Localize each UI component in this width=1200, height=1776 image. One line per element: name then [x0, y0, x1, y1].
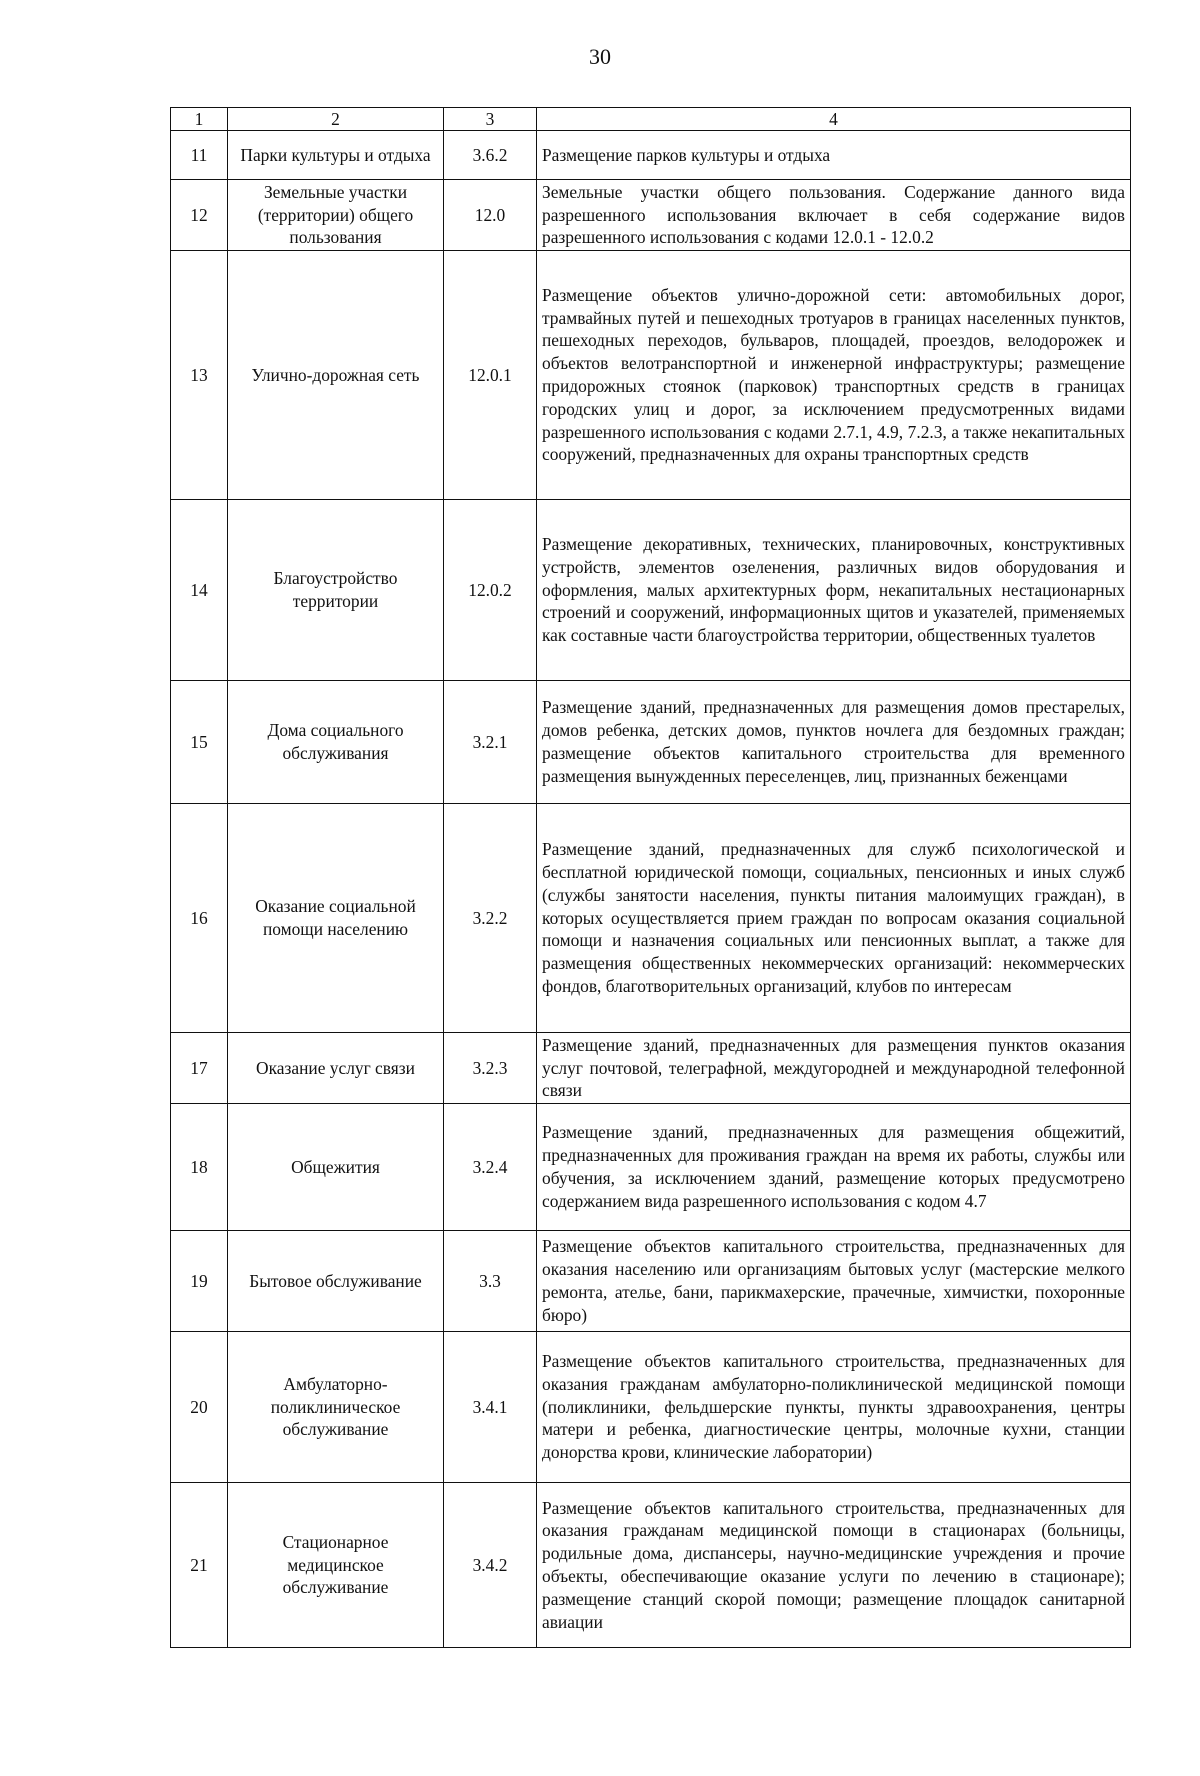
table-row: [171, 681, 1131, 804]
row-number: 14: [171, 500, 228, 681]
row-number: 20: [171, 1332, 228, 1483]
land-use-name: Парки культуры и отдыха: [228, 131, 444, 180]
row-number: 19: [171, 1231, 228, 1332]
land-use-name: Стационарное медицинское обслуживание: [228, 1483, 444, 1648]
land-use-description: Размещение объектов капитального строительства, предназначенных для оказания гражданам медицинской помощи в стационарах (больницы, родильные дома, диспансеры, научно-медицинские учреждения и прочие объекты, обеспечивающие оказание услуги по лечению в стационаре); размещение станций скорой помощи; размещение площадок санитарной авиации: [537, 1483, 1131, 1648]
land-use-name: Земельные участки (территории) общего пользования: [228, 180, 444, 251]
land-use-name: Амбулаторно-поликлиническое обслуживание: [228, 1332, 444, 1483]
table-header-row: [171, 108, 1131, 131]
row-number: 21: [171, 1483, 228, 1648]
row-number: 17: [171, 1033, 228, 1104]
page-number: 30: [589, 44, 611, 69]
land-use-description: Размещение декоративных, технических, планировочных, конструктивных устройств, элементов озеленения, различных видов оборудования и оформления, малых архитектурных форм, некапитальных нестационарных строений и сооружений, информационных щитов и указателей, применяемых как составные части благоустройства территории, общественных туалетов: [537, 500, 1131, 681]
land-use-name: Благоустройство территории: [228, 500, 444, 681]
land-use-description: Размещение парков культуры и отдыха: [537, 131, 1131, 180]
column-header-code: 3: [444, 108, 537, 131]
land-use-code: 3.3: [444, 1231, 537, 1332]
table-row: [171, 500, 1131, 681]
land-use-description: Размещение зданий, предназначенных для размещения домов престарелых, домов ребенка, детских домов, пунктов ночлега для бездомных граждан; размещение объектов капитального строительства для временного размещения вынужденных переселенцев, лиц, признанных беженцами: [537, 681, 1131, 804]
land-use-description: Размещение зданий, предназначенных для служб психологической и бесплатной юридической помощи, социальных, пенсионных и иных служб (службы занятости населения, пункты питания малоимущих граждан), в которых осуществляется прием граждан по вопросам оказания социальной помощи и назначения социальных или пенсионных выплат, а также для размещения общественных некоммерческих организаций: некоммерческих фондов, благотворительных организаций, клубов по интересам: [537, 804, 1131, 1033]
land-use-description: Земельные участки общего пользования. Содержание данного вида разрешенного использования включает в себя содержание видов разрешенного использования с кодами 12.0.1 - 12.0.2: [537, 180, 1131, 251]
land-use-description: Размещение зданий, предназначенных для размещения общежитий, предназначенных для проживания граждан на время их работы, службы или обучения, за исключением зданий, размещение которых предусмотрено содержанием вида разрешенного использования с кодом 4.7: [537, 1104, 1131, 1231]
row-number: 13: [171, 251, 228, 500]
table-row: [171, 1104, 1131, 1231]
land-use-code: 12.0.2: [444, 500, 537, 681]
land-use-code: 3.2.2: [444, 804, 537, 1033]
table-row: [171, 131, 1131, 180]
land-use-name: Улично-дорожная сеть: [228, 251, 444, 500]
land-use-description: Размещение зданий, предназначенных для размещения пунктов оказания услуг почтовой, телеграфной, междугородней и международной телефонной связи: [537, 1033, 1131, 1104]
row-number: 18: [171, 1104, 228, 1231]
land-use-table: [170, 107, 1131, 1648]
land-use-code: 3.2.4: [444, 1104, 537, 1231]
land-use-name: Оказание услуг связи: [228, 1033, 444, 1104]
table-row: [171, 180, 1131, 251]
land-use-code: 12.0: [444, 180, 537, 251]
row-number: 16: [171, 804, 228, 1033]
land-use-code: 3.6.2: [444, 131, 537, 180]
land-use-description: Размещение объектов капитального строительства, предназначенных для оказания населению или организациям бытовых услуг (мастерские мелкого ремонта, ателье, бани, парикмахерские, прачечные, химчистки, похоронные бюро): [537, 1231, 1131, 1332]
table-row: [171, 1332, 1131, 1483]
land-use-name: Оказание социальной помощи населению: [228, 804, 444, 1033]
column-header-name: 2: [228, 108, 444, 131]
land-use-description: Размещение объектов капитального строительства, предназначенных для оказания гражданам амбулаторно-поликлинической медицинской помощи (поликлиники, фельдшерские пункты, пункты здравоохранения, центры матери и ребенка, диагностические центры, молочные кухни, станции донорства крови, клинические лаборатории): [537, 1332, 1131, 1483]
land-use-name: Бытовое обслуживание: [228, 1231, 444, 1332]
table-row: [171, 804, 1131, 1033]
column-header-number: 1: [171, 108, 228, 131]
land-use-code: 3.2.3: [444, 1033, 537, 1104]
land-use-name: Общежития: [228, 1104, 444, 1231]
table-row: [171, 1231, 1131, 1332]
land-use-code: 3.4.1: [444, 1332, 537, 1483]
land-use-code: 12.0.1: [444, 251, 537, 500]
row-number: 15: [171, 681, 228, 804]
table-row: [171, 1033, 1131, 1104]
land-use-description: Размещение объектов улично-дорожной сети: автомобильных дорог, трамвайных путей и пешеходных тротуаров в границах населенных пунктов, пешеходных переходов, бульваров, площадей, проездов, велодорожек и объектов велотранспортной и инженерной инфраструктуры; размещение придорожных стоянок (парковок) транспортных средств в границах городских улиц и дорог, за исключением предусмотренных видами разрешенного использования с кодами 2.7.1, 4.9, 7.2.3, а также некапитальных сооружений, предназначенных для охраны транспортных средств: [537, 251, 1131, 500]
table-row: [171, 251, 1131, 500]
land-use-code: 3.2.1: [444, 681, 537, 804]
land-use-code: 3.4.2: [444, 1483, 537, 1648]
row-number: 12: [171, 180, 228, 251]
land-use-name: Дома социального обслуживания: [228, 681, 444, 804]
row-number: 11: [171, 131, 228, 180]
table-row: [171, 1483, 1131, 1648]
column-header-description: 4: [537, 108, 1131, 131]
